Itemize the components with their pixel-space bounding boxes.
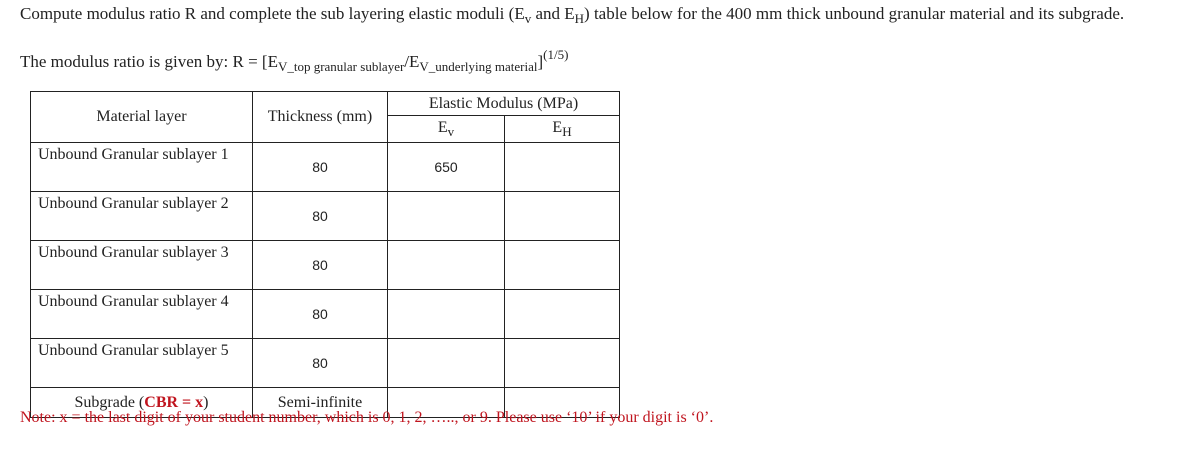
layer-name: Unbound Granular sublayer 2 [31,192,253,241]
intro-text-start: Compute modulus ratio R and complete the sub layering elastic moduli (E [20,4,525,23]
header-ev-sub: v [447,123,455,139]
ev-cell [388,241,505,290]
subgrade-close: ) [203,393,209,411]
moduli-table [30,91,620,418]
eh-cell [505,290,620,339]
layer-name: Unbound Granular sublayer 3 [31,241,253,290]
header-material-layer: Material layer [31,92,253,143]
layer-name: Unbound Granular sublayer 5 [31,339,253,388]
eh-cell [505,339,620,388]
layer-name: Unbound Granular sublayer 4 [31,290,253,339]
ev-cell: 650 [388,143,505,192]
subgrade-thickness: Semi-infinite [253,388,388,418]
formula-sub-underlying: V_underlying material [419,59,538,74]
formula-close: ] [537,52,544,71]
header-eh [505,116,620,143]
ev-cell [388,290,505,339]
student-note: Note: x = the last digit of your student number, which is 0, 1, 2, ….., or 9. Please use ‘10’ if your digit is ‘0’. [20,409,714,426]
table-row [31,339,620,388]
header-eh-sub: H [562,123,572,139]
intro-sub-h: H [574,11,585,26]
thickness-cell: 80 [253,339,388,388]
thickness-cell: 80 [253,241,388,290]
formula-exponent: (1/5) [543,47,569,62]
table-row [31,290,620,339]
eh-cell [505,143,620,192]
layer-name: Unbound Granular sublayer 1 [31,143,253,192]
ev-cell [388,339,505,388]
formula-text [20,47,568,75]
table-header-row [31,92,620,116]
thickness-cell: 80 [253,143,388,192]
header-ev-letter: E [437,118,448,136]
formula-prefix: The modulus ratio is given by: R = [E [20,52,278,71]
table-row [31,192,620,241]
header-ev [388,116,505,143]
formula-sub-top: V_top granular sublayer [277,59,405,74]
eh-cell [505,192,620,241]
header-eh-letter: E [552,118,563,136]
ev-cell [388,192,505,241]
subgrade-text: Subgrade ( [74,393,145,411]
table-row [31,241,620,290]
header-thickness: Thickness (mm) [253,92,388,143]
header-elastic-modulus: Elastic Modulus (MPa) [388,92,620,116]
thickness-cell: 80 [253,290,388,339]
formula-divider: /E [404,52,420,71]
intro-sub-v: v [524,11,532,26]
subgrade-cbr: CBR = x [144,393,204,411]
thickness-cell: 80 [253,192,388,241]
table-row [31,143,620,192]
intro-text-and: and E [531,4,575,23]
intro-text-end: ) table below for the 400 mm thick unbound granular material and its subgrade. [584,4,1125,23]
intro-text [20,4,1193,27]
eh-cell [505,241,620,290]
